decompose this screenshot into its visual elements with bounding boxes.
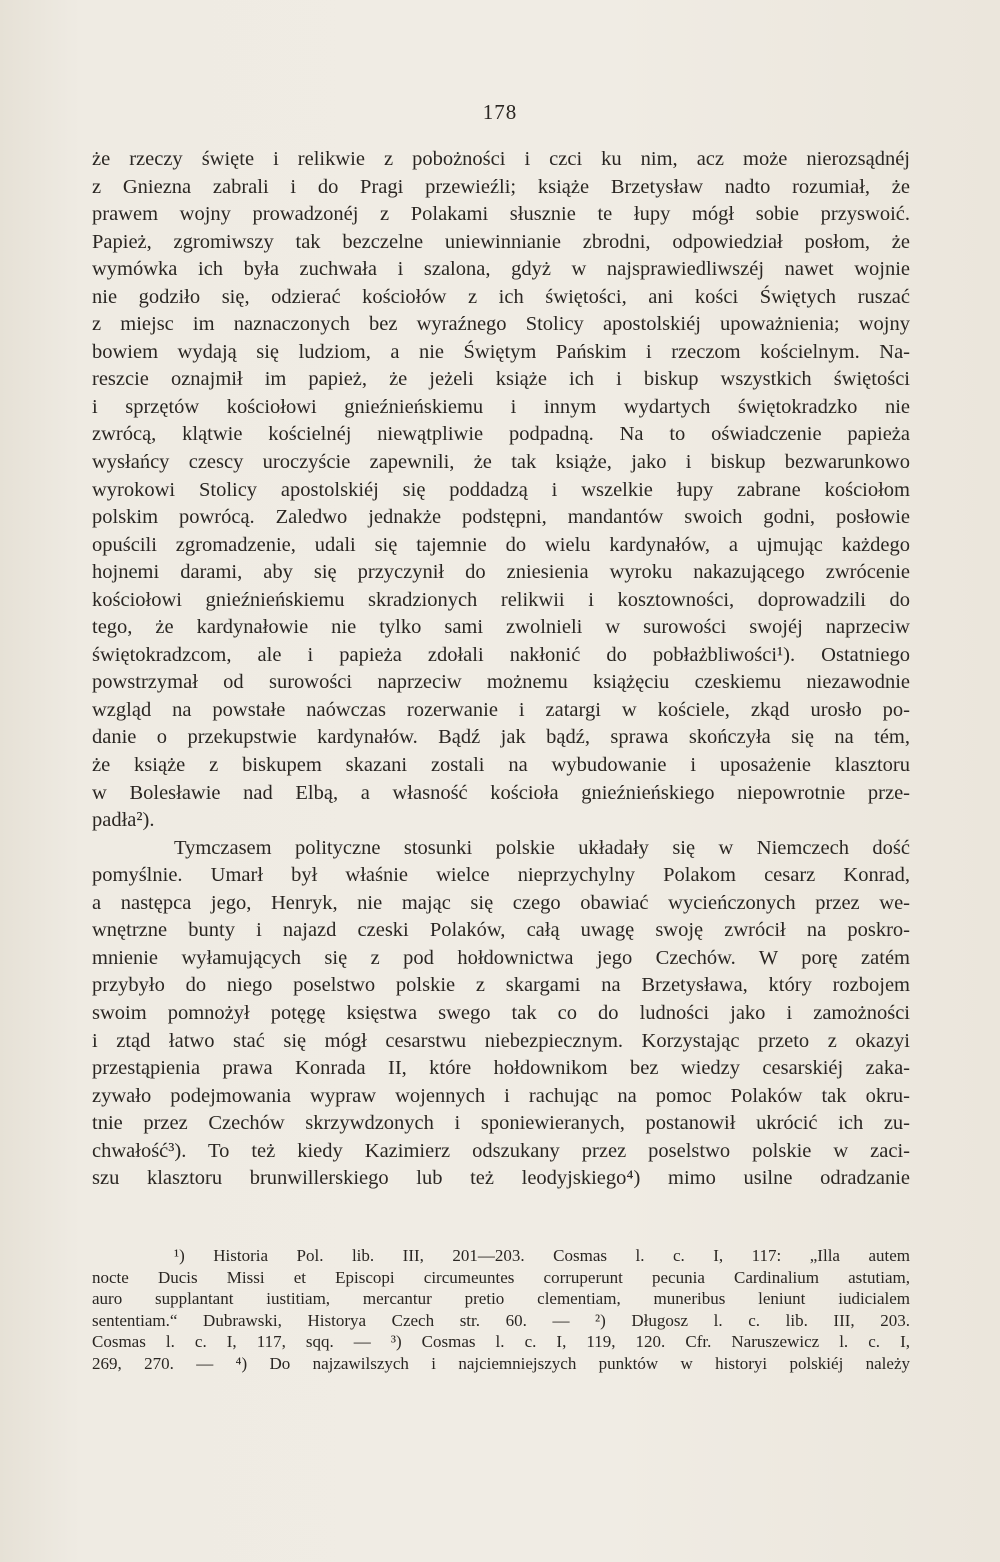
text-line: a następca jego, Henryk, nie mając się czego obawiać wycieńczonych przez we- xyxy=(92,891,910,914)
text-line: i ztąd łatwo stać się mógł cesarstwu niebezpiecznym. Korzystając przeto z okazyi xyxy=(92,1029,910,1052)
text-line: świętokradzcom, ale i papieża zdołali nakłonić do pobłażbliwości¹). Ostatniego xyxy=(92,643,910,666)
footnote-line: ¹) Historia Pol. lib. III, 201—203. Cosmas l. c. I, 117: „Illa autem xyxy=(174,1246,910,1265)
text-line: hojnemi darami, aby się przyczynił do zniesienia wyroku nakazującego zwrócenie xyxy=(92,561,910,584)
footnotes xyxy=(92,1245,910,1374)
footnote-line: sententiam.“ Dubrawski, Historya Czech str. 60. — ²) Długosz l. c. lib. III, 203. xyxy=(92,1310,910,1330)
paragraph-end-line: padła²). xyxy=(92,809,155,832)
text-line: reszcie oznajmił im papież, że jeżeli książe ich i biskup wszystkich świętości xyxy=(92,368,910,391)
text-line: tnie przez Czechów skrzywdzonych i sponiewieranych, postanowił ukrócić ich zu- xyxy=(92,1112,910,1135)
text-line: z Gniezna zabrali i do Pragi przewieźli; książe Brzetysław nadto rozumiał, że xyxy=(92,175,910,198)
page-number: 178 xyxy=(482,100,518,124)
footnote-line: nocte Ducis Missi et Episcopi circumeuntes corruperunt pecunia Cardinalium astutiam, xyxy=(92,1267,910,1287)
text-line: w Bolesławie nad Elbą, a własność kościoła gnieźnieńskiego niepowrotnie prze- xyxy=(92,781,910,804)
text-line: że rzeczy święte i relikwie z pobożności i czci ku nim, acz może nierozsądnéj xyxy=(92,148,910,170)
text-line: zywało podejmowania wypraw wojennych i rachując na pomoc Polaków tak okru- xyxy=(92,1084,910,1107)
text-line: chwałość³). To też kiedy Kazimierz odszukany przez poselstwo polskie w zaci- xyxy=(92,1139,910,1162)
text-line: przestąpienia prawa Konrada II, które hołdownikom bez wiedzy cesarskiéj zaka- xyxy=(92,1057,910,1080)
main-text xyxy=(92,146,910,1193)
text-line: z miejsc im naznaczonych bez wyraźnego Stolicy apostolskiéj upoważnienia; wojny xyxy=(92,313,910,336)
text-line: i sprzętów kościołowi gnieźnieńskiemu i innym wydartych świętokradzko nie xyxy=(92,395,910,418)
text-line: nie godziło się, odzierać kościołów z ich świętości, ani kości Świętych ruszać xyxy=(92,285,910,308)
text-line: prawem wojny prowadzonéj z Polakami słusznie te łupy mógł sobie przyswoić. xyxy=(92,203,910,226)
text-line: powstrzymał od surowości naprzeciw możnemu książęciu czeskiemu niezawodnie xyxy=(92,671,910,694)
text-line: wymówka ich była zuchwała i szalona, gdyż w najsprawiedliwszéj nawet wojnie xyxy=(92,258,910,281)
text-line: opuścili zgromadzenie, udali się tajemnie do wielu kardynałów, a ujmując każdego xyxy=(92,533,910,556)
text-line: że książe z biskupem skazani zostali na wybudowanie i uposażenie klasztoru xyxy=(92,754,910,777)
text-line: wyrokowi Stolicy apostolskiéj się poddadzą i wszelkie łupy zabrane kościołom xyxy=(92,478,910,501)
text-line: wnętrzne bunty i najazd czeski Polaków, całą uwagę swoję zwrócił na poskro- xyxy=(92,919,910,942)
text-line: danie o przekupstwie kardynałów. Bądź jak bądź, sprawa skończyła się na tém, xyxy=(92,726,910,749)
footnote-line: auro supplantant iustitiam, mercantur pretio clementiam, muneribus leniunt iudicialem xyxy=(92,1289,910,1308)
paragraph-start-line: Tymczasem polityczne stosunki polskie układały się w Niemczech dość xyxy=(174,836,910,859)
footnote-line: Cosmas l. c. I, 117, sqq. — ³) Cosmas l. c. I, 119, 120. Cfr. Naruszewicz l. c. I, xyxy=(92,1332,910,1351)
text-line: pomyślnie. Umarł był właśnie wielce nieprzychylny Polakom cesarz Konrad, xyxy=(92,864,910,887)
text-line: zwrócą, klątwie kościelnéj niewątpliwie podpadną. Na to oświadczenie papieża xyxy=(92,423,910,446)
text-line: tego, że kardynałowie nie tylko sami zwolnieli w surowości swojéj naprzeciw xyxy=(92,616,910,639)
text-line: kościołowi gnieźnieńskiemu skradzionych relikwii i kosztowności, doprowadzili do xyxy=(92,588,910,611)
text-line: wzgląd na powstałe naówczas rozerwanie i zatargi w kościele, zkąd urosło po- xyxy=(92,698,910,721)
text-line: Papież, zgromiwszy tak bezczelne uniewinnianie zbrodni, odpowiedział posłom, że xyxy=(92,230,910,253)
text-line: szu klasztoru brunwillerskiego lub też leodyjskiego⁴) mimo usilne odradzanie xyxy=(92,1167,910,1190)
footnote-line: 269, 270. — ⁴) Do najzawilszych i najciemniejszych punktów w historyi polskiéj należy xyxy=(92,1353,910,1373)
text-line: mnienie wyłamujących się z pod hołdownictwa jego Czechów. W porę zatém xyxy=(92,946,910,969)
text-line: swoim pomnożył potęgę księstwa swego tak co do ludności jako i zamożności xyxy=(92,1001,910,1024)
text-line: wysłańcy czescy uroczyście zapewnili, że tak książe, jako i biskup bezwarunkowo xyxy=(92,451,910,474)
text-line: przybyło do niego poselstwo polskie z skargami na Brzetysława, który rozbojem xyxy=(92,974,910,997)
text-line: bowiem wydają się ludziom, a nie Świętym Pańskim i rzeczom kościelnym. Na- xyxy=(92,340,910,363)
text-line: polskim powrócą. Zaledwo jednakże podstępni, mandantów swoich godni, posłowie xyxy=(92,506,910,529)
